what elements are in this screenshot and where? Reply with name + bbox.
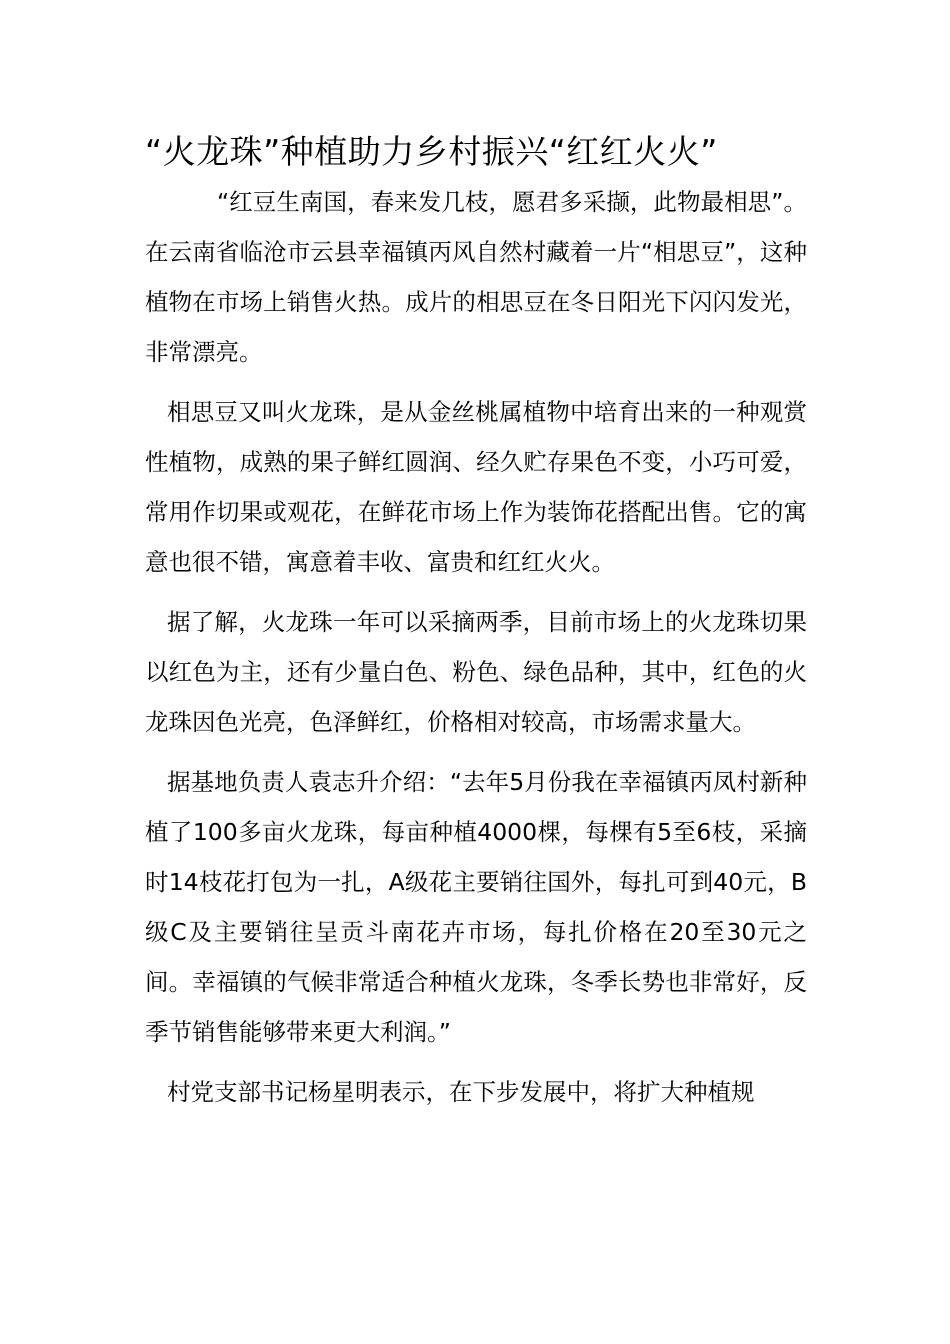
paragraph-intro: “红豆生南国，春来发几枝，愿君多采撷，此物最相思”。在云南省临沧市云县幸福镇丙风自然村藏着一片“相思豆”，这种植物在市场上销售火热。成片的相思豆在冬日阳光下闪闪发光，非常漂亮。 — [145, 188, 807, 366]
paragraph-market: 据了解，火龙珠一年可以采摘两季，目前市场上的火龙珠切果以红色为主，还有少量白色、粉色、绿色品种，其中，红色的火龙珠因色光亮，色泽鲜红，价格相对较高，市场需求量大。 — [145, 608, 807, 736]
article-body — [145, 177, 807, 1127]
paragraph-outlook: 村党支部书记杨星明表示，在下步发展中，将扩大种植规 — [167, 1078, 755, 1106]
paragraph-description: 相思豆又叫火龙珠，是从金丝桃属植物中培育出来的一种观赏性植物，成熟的果子鲜红圆润、经久贮存果色不变，小巧可爱，常用作切果或观花，在鲜花市场上作为装饰花搭配出售。它的寓意也很不错，寓意着丰收、富贵和红红火火。 — [145, 398, 807, 576]
article-title: “火龙珠”种植助力乡村振兴“红红火火” — [145, 132, 718, 171]
paragraph-interview: 据基地负责人袁志升介绍：“去年5月份我在幸福镇丙凤村新种植了100多亩火龙珠，每亩种植4000棵，每棵有5至6枝，采摘时14枝花打包为一扎，A级花主要销往国外，每扎可到40元，B级C及主要销往呈贡斗南花卉市场，每扎价格在20至30元之间。幸福镇的气候非常适合种植火龙珠，冬季长势也非常好，反季节销售能够带来更大利润。” — [145, 768, 807, 1046]
